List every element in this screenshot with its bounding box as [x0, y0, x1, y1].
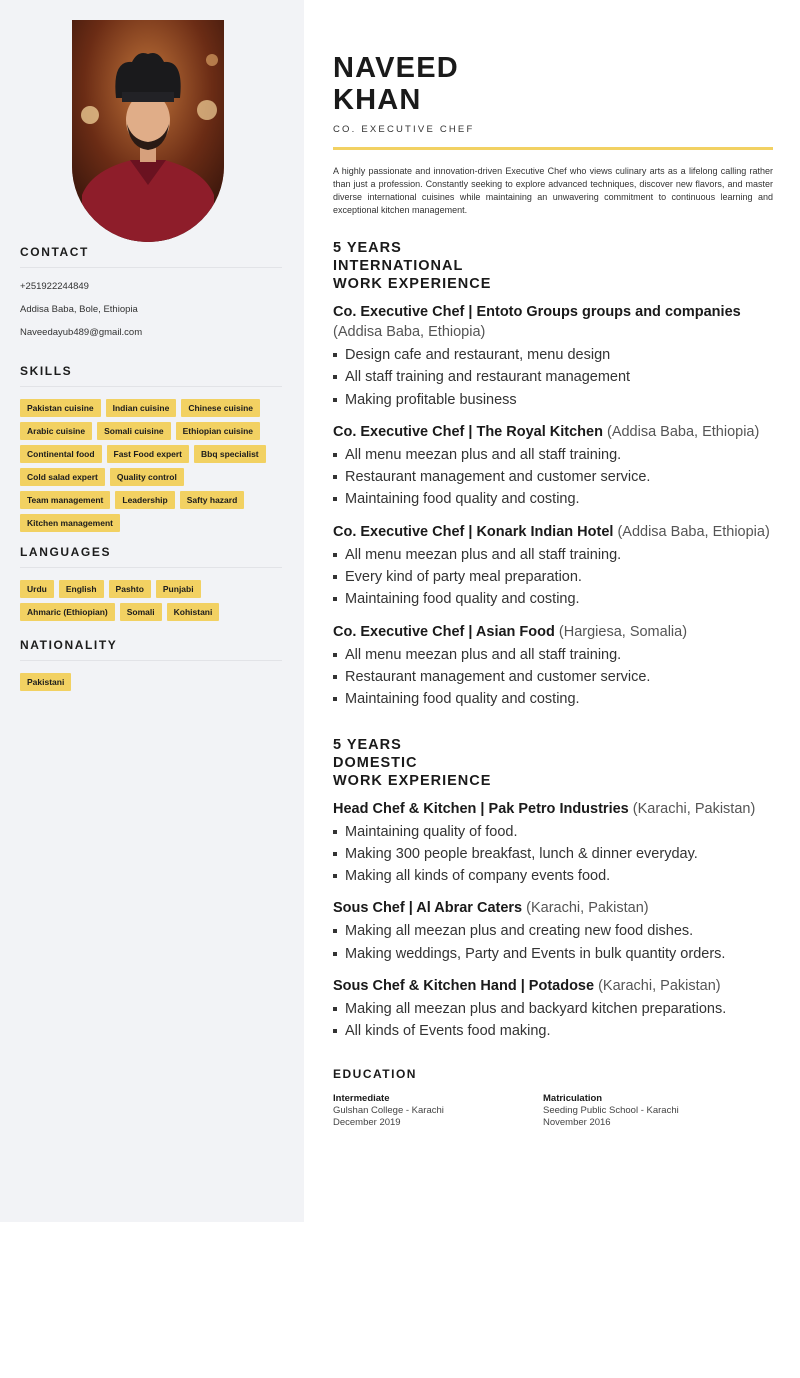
job-location: (Addisa Baba, Ethiopia) — [617, 523, 770, 540]
education-school: Seeding Public School - Karachi — [543, 1104, 679, 1116]
international-section — [333, 239, 773, 711]
skill-chip: Quality control — [110, 468, 184, 486]
education-entry — [333, 1093, 543, 1128]
skill-chip: Ethiopian cuisine — [176, 422, 260, 440]
language-chip: Kohistani — [167, 603, 220, 621]
job-bullet: Making all kinds of company events food. — [333, 865, 773, 887]
job-entry — [333, 976, 773, 1043]
language-chip: Urdu — [20, 580, 54, 598]
skill-chip: Safty hazard — [180, 491, 245, 509]
job-bullet: All staff training and restaurant management — [333, 366, 773, 388]
education-school: Gulshan College - Karachi — [333, 1104, 444, 1116]
job-location: (Karachi, Pakistan) — [526, 900, 649, 917]
job-bullet: All menu meezan plus and all staff training. — [333, 444, 773, 466]
job-bullet: Making profitable business — [333, 389, 773, 411]
job-bullet: Making weddings, Party and Events in bulk quantity orders. — [333, 943, 773, 965]
international-heading-years: 5 YEARS — [333, 240, 402, 256]
job-entry — [333, 898, 773, 965]
skills-section — [20, 364, 282, 537]
language-chip: Ahmaric (Ethiopian) — [20, 603, 115, 621]
last-name: KHAN — [333, 84, 422, 116]
language-chip: Somali — [120, 603, 162, 621]
education-date: December 2019 — [333, 1116, 401, 1128]
skill-chip: Arabic cuisine — [20, 422, 92, 440]
job-bullet: Restaurant management and customer service. — [333, 466, 773, 488]
skill-chip: Pakistan cuisine — [20, 399, 101, 417]
job-bullet: All kinds of Events food making. — [333, 1020, 773, 1042]
job-title: Co. Executive Chef | Asian Food — [333, 623, 555, 640]
education-title: EDUCATION — [333, 1066, 417, 1081]
job-bullet: Restaurant management and customer service. — [333, 666, 773, 688]
nationality-title: NATIONALITY — [20, 638, 282, 661]
job-title: Co. Executive Chef | Entoto Groups groups and companies — [333, 304, 741, 320]
skill-chip: Indian cuisine — [106, 399, 177, 417]
education-degree: Matriculation — [543, 1092, 603, 1104]
language-chip: Punjabi — [156, 580, 201, 598]
job-bullet: Maintaining food quality and costing. — [333, 588, 773, 610]
job-title: Sous Chef & Kitchen Hand | Potadose — [333, 978, 595, 995]
languages-title: LANGUAGES — [20, 545, 282, 568]
language-chip: Pashto — [109, 580, 151, 598]
job-title: Co. Executive Chef | Konark Indian Hotel — [333, 523, 614, 540]
job-role: CO. EXECUTIVE CHEF — [333, 124, 475, 135]
nationality-chip: Pakistani — [20, 673, 71, 691]
education-degree: Intermediate — [333, 1092, 390, 1104]
job-bullet: All menu meezan plus and all staff training. — [333, 544, 773, 566]
education-date: November 2016 — [543, 1116, 611, 1128]
languages-list — [20, 580, 282, 626]
job-entry — [333, 622, 773, 711]
education-section — [333, 1067, 773, 1128]
profile-summary: A highly passionate and innovation-driven Executive Chef who views culinary arts as a lifelong calling rather than just a profession. Constantly seeking to explore advanced techniques, discover new flavors, and master diverse international cuisines while maintaining an unwavering commitment to continuous learning and exceptional kitchen management. — [333, 166, 773, 215]
main-content — [333, 52, 773, 1128]
nationality-list — [20, 673, 282, 696]
skill-chip: Chinese cuisine — [181, 399, 260, 417]
contact-phone: +251922244849 — [20, 281, 89, 292]
domestic-heading-years: 5 YEARS — [333, 736, 402, 753]
job-title: Co. Executive Chef | The Royal Kitchen — [333, 423, 603, 440]
skill-chip: Fast Food expert — [107, 445, 189, 463]
languages-section — [20, 545, 282, 626]
education-entry — [543, 1093, 753, 1128]
job-location: (Karachi, Pakistan) — [632, 800, 756, 817]
chef-portrait-photo — [72, 20, 224, 242]
job-bullet: Every kind of party meal preparation. — [333, 566, 773, 588]
contact-title: CONTACT — [20, 245, 282, 268]
job-location: (Addisa Baba, Ethiopia) — [606, 423, 760, 440]
contact-section — [20, 245, 282, 338]
skill-chip: Kitchen management — [20, 514, 120, 532]
skill-chip: Leadership — [115, 491, 174, 509]
job-entry — [333, 422, 773, 511]
job-entry — [333, 522, 773, 611]
international-heading-type: INTERNATIONAL — [333, 258, 464, 274]
job-location: (Karachi, Pakistan) — [598, 978, 721, 995]
skills-list — [20, 399, 282, 537]
skill-chip: Team management — [20, 491, 110, 509]
job-location: (Addisa Baba, Ethiopia) — [333, 324, 486, 340]
sidebar — [0, 0, 304, 1222]
job-bullet: All menu meezan plus and all staff training. — [333, 644, 773, 666]
job-bullet: Making all meezan plus and creating new food dishes. — [333, 920, 773, 942]
job-bullet: Making all meezan plus and backyard kitchen preparations. — [333, 998, 773, 1020]
skill-chip: Continental food — [20, 445, 102, 463]
domestic-heading-label: WORK EXPERIENCE — [333, 772, 492, 789]
domestic-section — [333, 736, 773, 1043]
first-name: NAVEED — [333, 52, 459, 84]
job-bullet: Maintaining quality of food. — [333, 821, 773, 843]
nationality-section — [20, 638, 282, 696]
job-bullet: Maintaining food quality and costing. — [333, 688, 773, 710]
job-location: (Hargiesa, Somalia) — [558, 623, 688, 640]
job-title: Head Chef & Kitchen | Pak Petro Industries — [333, 800, 629, 817]
job-entry — [333, 302, 773, 411]
job-bullet: Design cafe and restaurant, menu design — [333, 344, 773, 366]
skill-chip: Somali cuisine — [97, 422, 171, 440]
accent-divider — [333, 147, 773, 150]
domestic-heading-type: DOMESTIC — [333, 754, 418, 771]
job-entry — [333, 799, 773, 888]
skills-title: SKILLS — [20, 364, 282, 387]
job-bullet: Maintaining food quality and costing. — [333, 488, 773, 510]
contact-address: Addisa Baba, Bole, Ethiopia — [20, 304, 138, 315]
language-chip: English — [59, 580, 104, 598]
skill-chip: Cold salad expert — [20, 468, 105, 486]
skill-chip: Bbq specialist — [194, 445, 266, 463]
job-bullet: Making 300 people breakfast, lunch & dinner everyday. — [333, 843, 773, 865]
contact-email: Naveedayub489@gmail.com — [20, 327, 143, 338]
international-heading-label: WORK EXPERIENCE — [333, 276, 492, 292]
job-title: Sous Chef | Al Abrar Caters — [333, 900, 523, 917]
